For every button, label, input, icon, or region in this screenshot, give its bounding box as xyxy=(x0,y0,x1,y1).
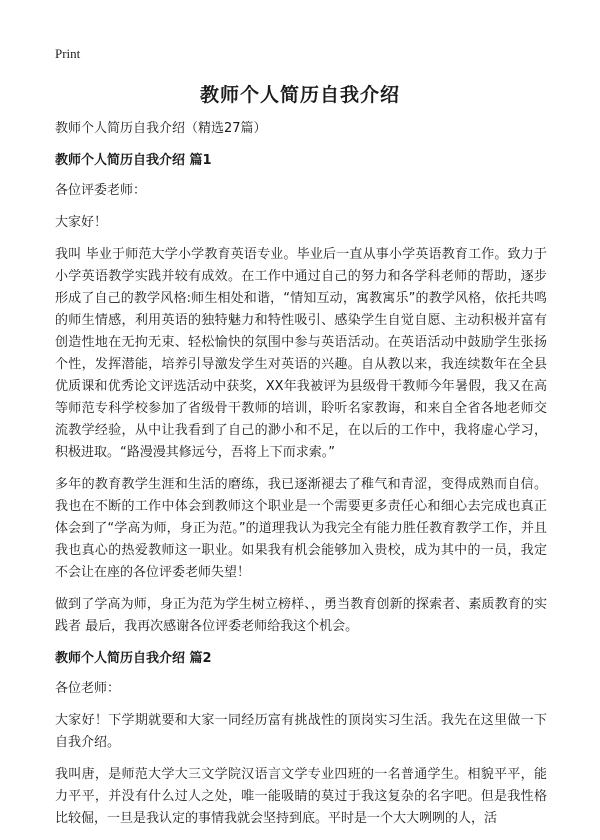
salutation: 各位评委老师： xyxy=(55,183,147,198)
document-title: 教师个人简历自我介绍 xyxy=(199,84,400,106)
salutation: 各位老师： xyxy=(55,681,121,696)
section-heading: 教师个人简历自我介绍 篇1 xyxy=(55,153,212,168)
document-subtitle: 教师个人简历自我介绍（精选27篇） xyxy=(55,121,267,136)
body-paragraph: 多年的教育教学生涯和生活的磨练，我已逐渐褪去了稚气和青涩，变得成熟而自信。我也在不断的工作中体会到教师这个职业是一个需要更多责任心和细心去完成也真正体会到了“学高为师，身正为范。”的道理我认为我完全有能力胜任教育教学工作，并且我也真心的热爱教师这一职业。如果我有机会能够加入贵校，成为其中的一员，我定不会让在座的各位评委老师失望！ xyxy=(55,477,547,580)
section-heading: 教师个人简历自我介绍 篇2 xyxy=(55,651,212,666)
document-body xyxy=(55,118,547,840)
print-link[interactable]: Print xyxy=(55,46,81,61)
body-paragraph: 大家好！下学期就要和大家一同经历富有挑战性的顶岗实习生活。我先在这里做一下自我介绍。 xyxy=(55,713,547,750)
greeting: 大家好！ xyxy=(55,215,108,230)
body-paragraph: 做到了学高为师，身正为范为学生树立榜样、，勇当教育创新的探索者、素质教育的实践者 最后，我再次感谢各位评委老师给我这个机会。 xyxy=(55,597,547,634)
body-paragraph: 我叫唐，是师范大学大三文学院汉语言文学专业四班的一名普通学生。相貌平平，能力平平，并没有什么过人之处，唯一能吸睛的莫过于我这复杂的名字吧。但是我性格比较倔，一旦是我认定的事情我就会坚持到底。平时是一个大大咧咧的人，活 xyxy=(55,767,547,826)
body-paragraph: 我叫 毕业于师范大学小学教育英语专业。毕业后一直从事小学英语教育工作。致力于小学英语教学实践并较有成效。在工作中通过自己的努力和各学科老师的帮助，逐步形成了自己的教学风格:师生相处和谐，“情知互动，寓教寓乐”的教学风格，依托共鸣的师生情感，利用英语的独特魅力和特性吸引、感染学生自觉自愿、主动积极并富有创造性地在无拘无束、轻松愉快的氛围中参与英语活动。在英语活动中鼓励学生张扬个性，发挥潜能，培养引导激发学生对英语的兴趣。自从教以来，我连续数年在全县优质课和优秀论文评选活动中获奖，XX年我被评为县级骨干教师今年暑假，我又在高等师范专科学校参加了省级骨干教师的培训，聆听名家教诲，和来自全省各地老师交流教学经验，从中让我看到了自己的渺小和不足，在以后的工作中，我将虚心学习，积极进取。“路漫漫其修远兮，吾将上下而求索。” xyxy=(55,247,547,460)
